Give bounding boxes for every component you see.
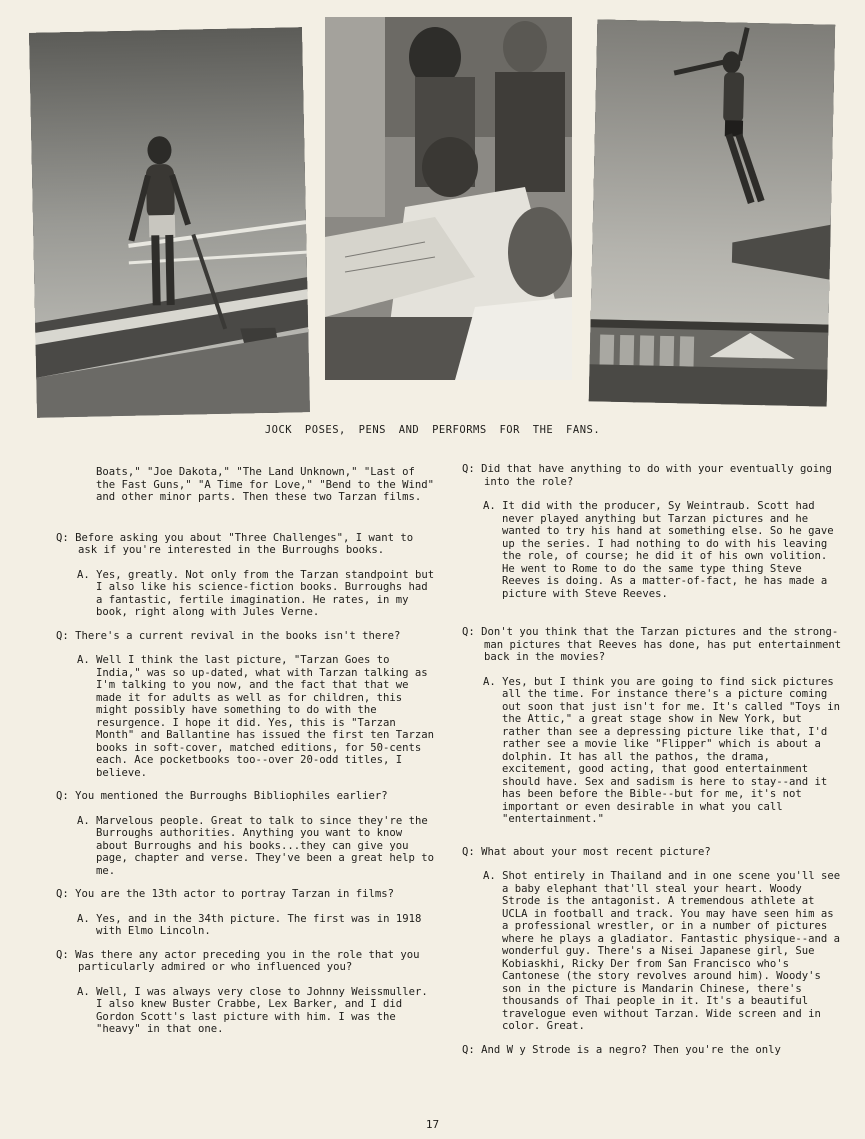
left-column: [56, 466, 436, 1046]
answer: A. Yes, greatly. Not only from the Tarzan standpoint but I also like his science-fiction books. Burroughs had a fantastic, fertile imagination. He rates, in my book, right along with Jules Verne.: [77, 568, 435, 618]
answer: A. Shot entirely in Thailand and in one scene you'll see a baby elephant that'll steal your heart. Woody Strode is the antagonist. A tremendous athlete at UCLA in football and track. You may have seen him as a professional wrestler, or in a number of pictures where he plays a gladiator. Fantastic physique--and a wonderful guy. There's a Nisei Japanese girl, Sue Kobiaskhi, Ricky Der from San Francisco who's Cantonese (the story revolves around him). Woody's son in the picture is Mandarin Chinese, there's thousands of Thai people in it. It's a beautiful travelogue even without Tarzan. Wide screen and in color. Great.: [483, 870, 841, 1032]
question: Q: Did that have anything to do with your eventually going into the role?: [462, 463, 832, 488]
answer: A. Marvelous people. Great to talk to since they're the Burroughs authorities. Anything you want to know about Burroughs and his books...they can give you page, chapter and verse. They've been a great help to me.: [77, 814, 435, 877]
answer: A. Well I think the last picture, "Tarzan Goes to India," was so up-dated, what with Tarzan talking as I'm talking to you now, and the fact that that we made it for adults as well as for children, this might possibly have something to do with the resurgence. I hope it did. Yes, this is "Tarzan Month" and Ballantine has issued the first ten Tarzan books in soft-cover, matched editions, for 50-cents each. Ace pocketbooks too--over 20-odd titles, I believe.: [77, 654, 435, 779]
photo-caption: JOCK POSES, PENS AND PERFORMS FOR THE FANS.: [264, 424, 601, 436]
question: Q: Don't you think that the Tarzan pictures and the strong-man pictures that Reeves has done, has put entertainment back in the movies?: [462, 626, 842, 663]
photo-high-dive: [589, 19, 836, 406]
question: Q: Before asking you about "Three Challenges", I want to ask if you're interested in the Burroughs books.: [56, 531, 414, 556]
photo-autograph-signing: [325, 17, 572, 380]
answer: A. Well, I was always very close to Johnny Weissmuller. I also knew Buster Crabbe, Lex Barker, and I did Gordon Scott's last picture with him. I was the "heavy" in that one.: [77, 985, 428, 1035]
photo-diving-board-pose: [29, 27, 310, 418]
question: Q: Was there any actor preceding you in the role that you particularly admired or who influenced you?: [56, 948, 420, 973]
question: Q: What about your most recent picture?: [462, 845, 711, 858]
question: Q: And W y Strode is a negro? Then you're the only: [462, 1043, 781, 1056]
question: Q: You mentioned the Burroughs Bibliophiles earlier?: [56, 790, 388, 802]
answer: A. It did with the producer, Sy Weintraub. Scott had never played anything but Tarzan pictures and he wanted to try his hand at something else. So he gave up the series. I had nothing to do with his leaving the role, of course; he did it of his own volition. He went to Rome to do the same type thing Steve Reeves is doing. As a matter-of-fact, he has made a picture with Steve Reeves.: [483, 500, 834, 600]
continuation-text: Boats," "Joe Dakota," "The Land Unknown," "Last of the Fast Guns," "A Time for Love," "Bend to the Wind" and other minor parts. Then these two Tarzan films.: [96, 466, 435, 503]
answer: A. Yes, and in the 34th picture. The first was in 1918 with Elmo Lincoln.: [77, 912, 422, 937]
answer: A. Yes, but I think you are going to find sick pictures all the time. For instance there's a picture coming out soon that just isn't for me. It's called "Toys in the Attic," a great stage show in New York, but rather than see a depressing picture like that, I'd rather see a movie like "Flipper" which is about a dolphin. It has all the pathos, the drama, excitement, good acting, that good entertainment should have. Sex and sadism is here to stay--and it has been before the Bible--but for me, it's not important or even desirable in what you call "entertainment.": [483, 675, 841, 825]
question: Q: There's a current revival in the books isn't there?: [56, 629, 401, 642]
right-column: [462, 463, 842, 1068]
page-number: 17: [425, 1118, 440, 1131]
question: Q: You are the 13th actor to portray Tarzan in films?: [56, 888, 395, 900]
